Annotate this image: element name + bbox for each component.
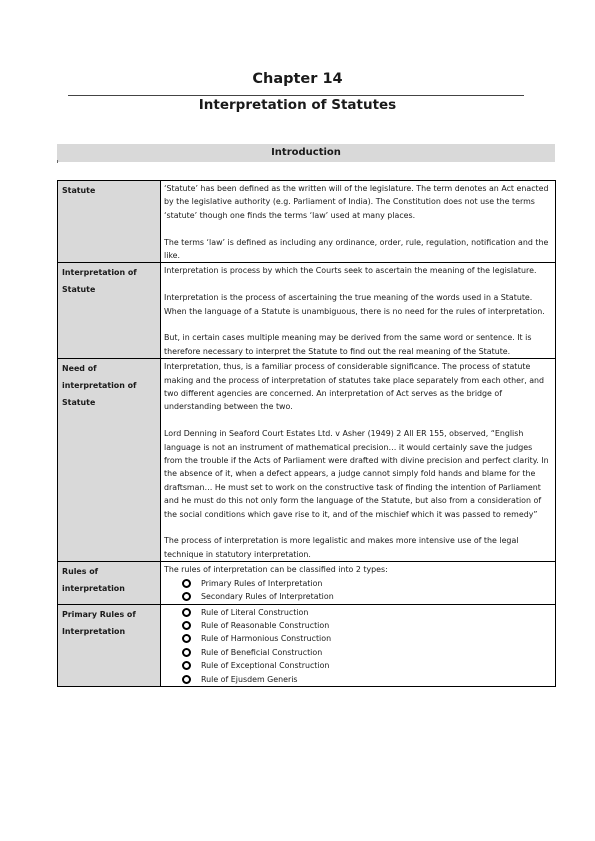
bullet-circle-icon [182, 608, 191, 617]
primary-rules-list [164, 606, 553, 686]
row-content [161, 263, 556, 359]
row-content [161, 181, 556, 263]
bullet-circle-icon [182, 621, 191, 630]
table-row-rules [58, 562, 556, 604]
bullet-circle-icon [182, 634, 191, 643]
margin-mark [57, 160, 58, 163]
paragraph: Interpretation is the process of ascertaining the true meaning of the words used in a Statute. When the language of a Statute is unambiguous, there is no need for the rules of interpretation. [164, 293, 545, 316]
paragraph: The terms ‘law’ is defined as including any ordinance, order, rule, regulation, notification and the like. [164, 237, 549, 261]
list-item: Rule of Literal Construction [182, 606, 553, 619]
list-item: Primary Rules of Interpretation [182, 577, 553, 590]
row-label: Rules of interpretation [58, 562, 161, 604]
list-item: Rule of Ejusdem Generis [182, 673, 553, 686]
row-label: Statute [58, 181, 161, 263]
paragraph: But, in certain cases multiple meaning may be derived from the same word or sentence. It is therefore necessary to interpret the Statute to find out the real meaning of the Statute. [164, 333, 532, 356]
chapter-title: Interpretation of Statutes [198, 97, 397, 113]
rule-type-list [164, 577, 553, 604]
paragraph: Interpretation is process by which the Courts seek to ascertain the meaning of the legislature. [164, 266, 537, 276]
row-label: Need of interpretation of Statute [58, 359, 161, 562]
table-row-statute [58, 181, 556, 263]
section-bar-introduction: Introduction [57, 144, 555, 162]
list-item: Rule of Reasonable Construction [182, 619, 553, 632]
heading-divider [68, 95, 524, 96]
paragraph: ‘Statute’ has been defined as the written will of the legislature. The term denotes an Act enacted by the legislative authority (e.g. Parliament of India). The Constitution does not use the terms ‘statute’ though one finds the terms ‘law’ used at many places. [164, 184, 549, 220]
bullet-circle-icon [182, 579, 191, 588]
row-content [161, 604, 556, 686]
list-item: Rule of Exceptional Construction [182, 659, 553, 672]
row-content [161, 359, 556, 562]
table-row-need [58, 359, 556, 562]
row-label: Primary Rules of Interpretation [58, 604, 161, 686]
bullet-circle-icon [182, 661, 191, 670]
row-label: Interpretation of Statute [58, 263, 161, 359]
paragraph-quote: Lord Denning in Seaford Court Estates Ltd. v Asher (1949) 2 All ER 155, observed, “English language is not an instrument of mathematical precision… it would certainly save the judges from the trouble if the Acts of Parliament were drafted with divine precision and perfect clarity. In the absence of it, when a defect appears, a judge cannot simply fold hands and blame for the draftsman… He must set to work on the constructive task of finding the intention of Parliament and he must do this not only form the language of the Statute, but also from a consideration of the social conditions which gave rise to it, and of the mischief which it was passed to remedy” [164, 429, 549, 519]
list-item: Rule of Harmonious Construction [182, 632, 553, 645]
paragraph: Interpretation, thus, is a familiar process of considerable significance. The process of statute making and the process of interpretation of statutes take place separately from each other, and two different agencies are concerned. An interpretation of Act serves as the bridge of understanding between the two. [164, 362, 545, 412]
paragraph: The rules of interpretation can be classified into 2 types: [164, 565, 388, 575]
list-item: Secondary Rules of Interpretation [182, 590, 553, 603]
table-row-primary-rules [58, 604, 556, 686]
table-row-interpretation [58, 263, 556, 359]
bullet-circle-icon [182, 592, 191, 601]
list-item: Rule of Beneficial Construction [182, 646, 553, 659]
chapter-heading: Chapter 14 [252, 71, 343, 87]
paragraph: The process of interpretation is more legalistic and makes more intensive use of the legal technique in statutory interpretation. [164, 536, 519, 559]
row-content [161, 562, 556, 604]
bullet-circle-icon [182, 675, 191, 684]
content-table [57, 180, 556, 687]
bullet-circle-icon [182, 648, 191, 657]
